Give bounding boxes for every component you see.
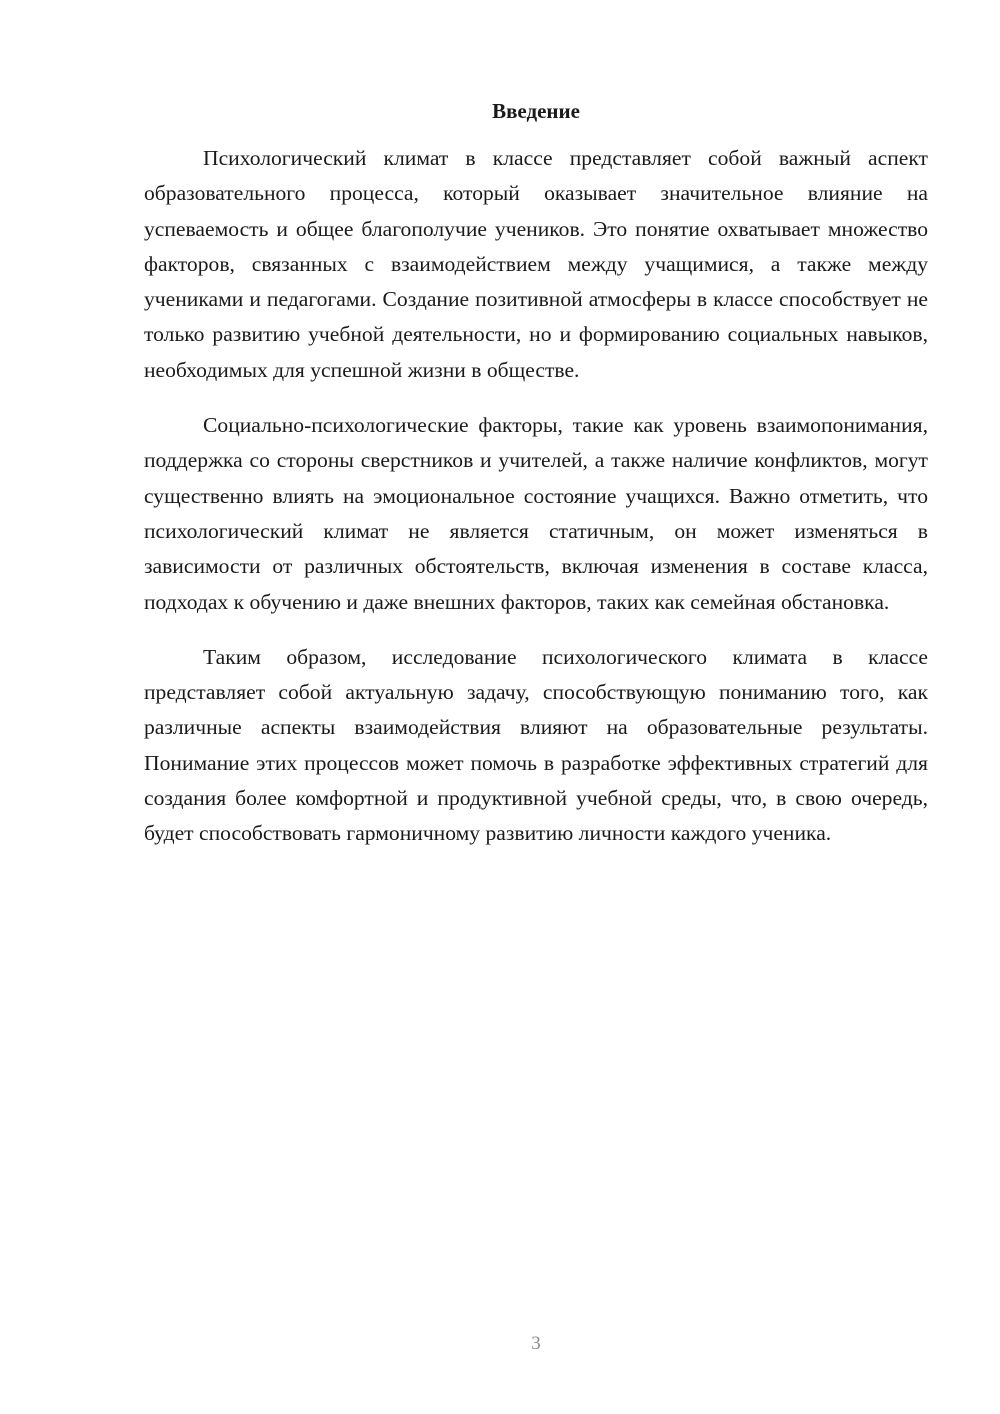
section-title: Введение — [492, 99, 580, 123]
page-number: 3 — [531, 1333, 541, 1354]
body-text — [144, 141, 928, 872]
paragraph-2: Социально-психологические факторы, такие как уровень взаимопонимания, поддержка со стороны сверстников и учителей, а также наличие конфликтов, могут существенно влиять на эмоциональное состояние учащихся. Важно отметить, что психологический климат не является статичным, он может изменяться в зависимости от различных обстоятельств, включая изменения в составе класса, подходах к обучению и даже внешних факторов, таких как семейная обстановка. — [144, 413, 928, 614]
paragraph-3: Таким образом, исследование психологического климата в классе представляет собой актуальную задачу, способствующую пониманию того, как различные аспекты взаимодействия влияют на образовательные результаты. Понимание этих процессов может помочь в разработке эффективных стратегий для создания более комфортной и продуктивной учебной среды, что, в свою очередь, будет способствовать гармоничному развитию личности каждого ученика. — [144, 644, 928, 846]
paragraph-1: Психологический климат в классе представляет собой важный аспект образовательного процесса, который оказывает значительное влияние на успеваемость и общее благополучие учеников. Это понятие охватывает множество факторов, связанных с взаимодействием между учащимися, а также между учениками и педагогами. Создание позитивной атмосферы в классе способствует не только развитию учебной деятельности, но и формированию социальных навыков, необходимых для успешной жизни в обществе. — [144, 146, 928, 382]
